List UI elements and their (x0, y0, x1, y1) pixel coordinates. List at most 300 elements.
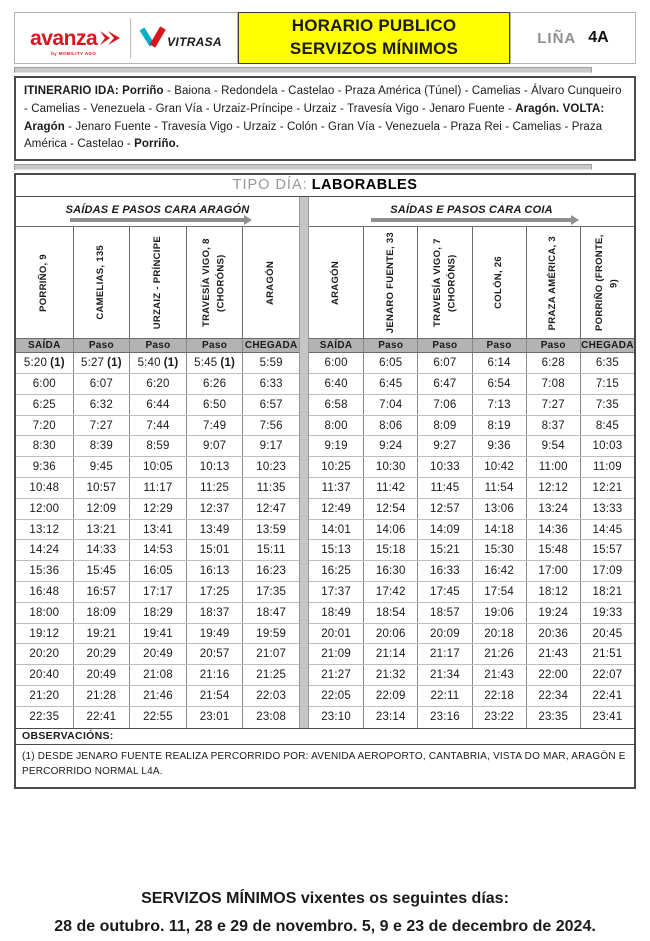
time-cell: 9:17 (242, 436, 299, 456)
table-row (309, 374, 634, 395)
observations-label: OBSERVACIÓNS: (16, 728, 634, 745)
time-cell: 7:20 (32, 419, 56, 432)
time-cell: 19:12 (29, 627, 60, 640)
table-row (16, 707, 299, 728)
time-cell: 7:35 (580, 395, 634, 415)
section-header-coia (309, 197, 634, 226)
time-cell: 6:00 (32, 377, 56, 390)
time-cell: 20:45 (580, 624, 634, 644)
time-cell: 14:01 (321, 523, 351, 536)
time-cell: 6:25 (32, 398, 56, 411)
itinerary-segment: - Jenaro Fuente - Travesía Vigo - Urzaiz - Colón - Gran Vía - Venezuela - Praza Rei - Camelias - Praza América - Castelao - (24, 120, 603, 151)
time-cell: 22:34 (526, 686, 580, 706)
time-cell: 21:07 (242, 644, 299, 664)
time-cell: 18:47 (242, 603, 299, 623)
footer (14, 885, 636, 941)
line-label: LIÑA (537, 29, 577, 47)
time-cell: 11:09 (580, 457, 634, 477)
time-cell: 22:11 (417, 686, 471, 706)
table-row (16, 520, 299, 541)
time-cell: 17:45 (417, 582, 471, 602)
time-cell: 23:10 (321, 711, 351, 724)
stop-header-cell: PORRIÑO (FRONTE, 9) (580, 227, 634, 338)
time-cell: 20:01 (321, 627, 351, 640)
table-row (16, 624, 299, 645)
time-cell: 14:06 (363, 520, 417, 540)
time-cell: 9:36 (32, 461, 56, 474)
line-number: 4A (588, 29, 609, 46)
time-cell: 14:09 (417, 520, 471, 540)
time-cell: 6:45 (363, 374, 417, 394)
time-cell: 9:24 (363, 436, 417, 456)
table-row (309, 707, 634, 728)
time-cell: 23:16 (417, 707, 471, 728)
time-cell: 6:58 (324, 398, 348, 411)
time-cell: 6:07 (417, 353, 471, 373)
time-cell: 18:29 (129, 603, 186, 623)
time-cell: 6:47 (417, 374, 471, 394)
time-cell: 9:45 (73, 457, 130, 477)
time-cell: 11:54 (472, 478, 526, 498)
time-cell: 6:50 (186, 395, 243, 415)
table-row (309, 395, 634, 416)
time-cell: 17:17 (129, 582, 186, 602)
time-cell: 12:49 (321, 502, 351, 515)
time-cell: 21:43 (472, 665, 526, 685)
column-type-label: CHEGADA (242, 339, 299, 352)
logos-panel (14, 12, 238, 64)
time-cell: 15:21 (417, 540, 471, 560)
stop-header-cell: COLÓN, 26 (472, 227, 526, 338)
time-cell: 9:07 (186, 436, 243, 456)
time-cell: 21:20 (29, 689, 60, 702)
vitrasa-v-icon (139, 25, 165, 51)
table-row (309, 686, 634, 707)
time-cell: 22:07 (580, 665, 634, 685)
itinerary-segment: Porriño. (134, 138, 179, 151)
table-row (16, 436, 299, 457)
time-cell: 10:57 (73, 478, 130, 498)
column-type-label: Paso (129, 339, 186, 352)
time-cell: 7:04 (363, 395, 417, 415)
table-row (309, 436, 634, 457)
tables-wrap (16, 197, 634, 727)
time-cell: 12:09 (73, 499, 130, 519)
time-cell: 23:35 (526, 707, 580, 728)
time-cell: 22:35 (29, 711, 60, 724)
footer-dates: 28 de outubro. 11, 28 e 29 de novembro. 5, 9 e 23 de decembro de 2024. (54, 917, 596, 935)
time-cell: 13:59 (242, 520, 299, 540)
time-cell: 22:41 (73, 707, 130, 728)
time-cell: 15:30 (472, 540, 526, 560)
stop-header-cell: JENARO FUENTE, 33 (363, 227, 417, 338)
time-cell: 19:49 (186, 624, 243, 644)
table-row (309, 353, 634, 374)
tables-divider (299, 197, 309, 727)
stop-header-cell: ARAGÓN (329, 260, 341, 305)
time-cell: 17:35 (242, 582, 299, 602)
time-cell: 21:17 (417, 644, 471, 664)
table-row (309, 520, 634, 541)
time-cell: 21:34 (417, 665, 471, 685)
time-cell: 21:26 (472, 644, 526, 664)
time-cell: 22:55 (129, 707, 186, 728)
time-cell: 7:56 (242, 416, 299, 436)
itinerary-segment: Aragón. VOLTA: Aragón (24, 102, 605, 133)
time-cell: 9:27 (417, 436, 471, 456)
time-cell: 20:09 (417, 624, 471, 644)
table-row (16, 665, 299, 686)
time-cell: 5:45 (1) (186, 353, 243, 373)
time-cell: 20:57 (186, 644, 243, 664)
column-type-label: Paso (186, 339, 243, 352)
table-row (309, 561, 634, 582)
time-cell: 19:41 (129, 624, 186, 644)
time-cell: 17:00 (526, 561, 580, 581)
itinerary-segment: - Baiona - Redondela - Castelao - Praza América (Túnel) - Camelias - Álvaro Cunqueiro - Camelias - Venezuela - Gran Vía - Urzaiz-Príncipe - Urzaiz - Travesía Vigo - Jenaro Fuente - (24, 85, 622, 115)
time-cell: 20:18 (472, 624, 526, 644)
table-row (309, 540, 634, 561)
table-row (16, 644, 299, 665)
section-title: SAÍDAS E PASOS CARA ARAGÓN (65, 204, 250, 217)
title-line-2: SERVIZOS MÍNIMOS (289, 39, 459, 58)
time-cell: 17:25 (186, 582, 243, 602)
time-cell: 23:08 (242, 707, 299, 728)
table-row (309, 603, 634, 624)
time-cell: 14:36 (526, 520, 580, 540)
time-cell: 18:57 (417, 603, 471, 623)
avanza-tagline: by MOBILITY ADO (51, 50, 97, 56)
time-cell: 10:33 (417, 457, 471, 477)
vitrasa-logo (139, 25, 222, 51)
time-cell: 6:57 (242, 395, 299, 415)
time-cell: 16:25 (321, 565, 351, 578)
time-cell: 14:33 (73, 540, 130, 560)
table-cara-aragon (16, 197, 299, 727)
time-cell: 17:54 (472, 582, 526, 602)
time-cell: 14:18 (472, 520, 526, 540)
avanza-arrow-icon (98, 28, 122, 48)
time-cell: 22:41 (580, 686, 634, 706)
time-cell: 19:06 (472, 603, 526, 623)
time-cell: 21:54 (186, 686, 243, 706)
time-cell: 11:35 (242, 478, 299, 498)
timetable-box (14, 173, 636, 788)
time-cell: 5:40 (1) (129, 353, 186, 373)
time-cell: 18:49 (321, 606, 351, 619)
table-row (309, 416, 634, 437)
direction-arrow-icon (371, 218, 573, 222)
time-cell: 10:05 (129, 457, 186, 477)
table-row (16, 374, 299, 395)
table-row (16, 582, 299, 603)
stop-header-cell: TRAVESÍA VIGO, 7 (CHORÓNS) (417, 227, 471, 338)
title-line-1: HORARIO PUBLICO (291, 16, 457, 36)
time-cell: 10:13 (186, 457, 243, 477)
stop-header-cell: CAMELIAS, 135 (73, 227, 130, 338)
time-cell: 6:40 (324, 377, 348, 390)
time-cell: 9:36 (472, 436, 526, 456)
direction-arrow-icon (70, 218, 245, 222)
time-cell: 6:35 (580, 353, 634, 373)
times-body (309, 353, 634, 727)
time-cell: 12:54 (363, 499, 417, 519)
time-cell: 17:09 (580, 561, 634, 581)
time-cell: 17:42 (363, 582, 417, 602)
time-cell: 12:29 (129, 499, 186, 519)
time-cell: 22:05 (321, 689, 351, 702)
time-cell: 7:44 (129, 416, 186, 436)
time-cell: 6:00 (324, 357, 348, 370)
time-cell: 23:22 (472, 707, 526, 728)
avanza-wordmark: avanza (30, 26, 98, 50)
time-cell: 6:28 (526, 353, 580, 373)
vitrasa-wordmark: VITRASA (167, 35, 222, 49)
time-cell: 6:33 (242, 374, 299, 394)
time-cell: 11:37 (321, 481, 351, 494)
stops-header-row (309, 226, 634, 338)
time-cell: 13:41 (129, 520, 186, 540)
time-cell: 14:53 (129, 540, 186, 560)
column-type-label: Paso (417, 339, 471, 352)
column-type-label: Paso (526, 339, 580, 352)
time-cell: 13:33 (580, 499, 634, 519)
column-type-label: Paso (73, 339, 130, 352)
time-cell: 10:48 (29, 481, 60, 494)
time-cell: 22:09 (363, 686, 417, 706)
time-cell: 19:33 (580, 603, 634, 623)
time-cell: 13:06 (472, 499, 526, 519)
time-cell: 12:47 (242, 499, 299, 519)
column-type-label: SAÍDA (27, 340, 61, 352)
time-cell: 6:54 (472, 374, 526, 394)
time-cell: 11:45 (417, 478, 471, 498)
table-row (16, 353, 299, 374)
time-cell: 15:36 (29, 565, 60, 578)
time-cell: 16:05 (129, 561, 186, 581)
time-cell: 7:08 (526, 374, 580, 394)
time-cell: 18:21 (580, 582, 634, 602)
time-cell: 19:59 (242, 624, 299, 644)
time-cell: 13:21 (73, 520, 130, 540)
section-header-aragon (16, 197, 299, 226)
logo-divider (130, 18, 131, 58)
time-cell: 11:17 (129, 478, 186, 498)
title-box (238, 12, 510, 64)
time-cell: 18:12 (526, 582, 580, 602)
table-row (16, 686, 299, 707)
table-row (309, 499, 634, 520)
time-cell: 13:49 (186, 520, 243, 540)
time-cell: 21:08 (129, 665, 186, 685)
stop-header-cell: PORRIÑO, 9 (38, 253, 50, 312)
time-cell: 11:25 (186, 478, 243, 498)
time-cell: 15:11 (242, 540, 299, 560)
time-cell: 8:09 (417, 416, 471, 436)
time-cell: 23:41 (580, 707, 634, 728)
time-cell: 12:00 (29, 502, 60, 515)
column-type-label: Paso (363, 339, 417, 352)
time-cell: 19:21 (73, 624, 130, 644)
time-cell: 15:18 (363, 540, 417, 560)
table-row (16, 478, 299, 499)
time-cell: 21:28 (73, 686, 130, 706)
time-cell: 7:13 (472, 395, 526, 415)
time-cell: 12:57 (417, 499, 471, 519)
avanza-logo (30, 26, 122, 56)
header (14, 12, 636, 64)
time-cell: 20:40 (29, 669, 60, 682)
time-cell: 22:18 (472, 686, 526, 706)
time-cell: 7:27 (526, 395, 580, 415)
time-cell: 6:07 (73, 374, 130, 394)
table-cara-coia (309, 197, 634, 727)
time-cell: 20:49 (129, 644, 186, 664)
time-cell: 6:44 (129, 395, 186, 415)
table-row (16, 561, 299, 582)
time-cell: 15:48 (526, 540, 580, 560)
time-cell: 16:13 (186, 561, 243, 581)
time-cell: 7:27 (73, 416, 130, 436)
time-cell: 20:49 (73, 665, 130, 685)
time-cell: 8:37 (526, 416, 580, 436)
time-cell: 15:13 (321, 544, 351, 557)
time-cell: 11:00 (526, 457, 580, 477)
time-cell: 8:19 (472, 416, 526, 436)
table-row (309, 665, 634, 686)
table-row (16, 416, 299, 437)
column-type-label: Paso (472, 339, 526, 352)
time-cell: 6:20 (129, 374, 186, 394)
section-title: SAÍDAS E PASOS CARA COIA (390, 204, 553, 217)
line-box (510, 12, 636, 64)
time-cell: 21:51 (580, 644, 634, 664)
time-cell: 8:39 (73, 436, 130, 456)
time-cell: 22:03 (242, 686, 299, 706)
labels-row (16, 338, 299, 353)
time-cell: 15:57 (580, 540, 634, 560)
stop-header-cell: URZAIZ - PRÍNCIPE (129, 227, 186, 338)
time-cell: 14:45 (580, 520, 634, 540)
time-cell: 5:27 (1) (73, 353, 130, 373)
time-cell: 21:32 (363, 665, 417, 685)
time-cell: 9:19 (324, 440, 348, 453)
table-row (16, 457, 299, 478)
observations-note: (1) DESDE JENARO FUENTE REALIZA PERCORRIDO POR: AVENIDA AEROPORTO, CANTABRIA, VISTA DO MAR, ARAGÓN E PERCORRIDO NORMAL L4A. (22, 750, 626, 777)
time-cell: 23:14 (363, 707, 417, 728)
stops-header-row (16, 226, 299, 338)
itinerary-text (24, 85, 622, 150)
time-cell: 5:20 (1) (23, 357, 65, 370)
time-cell: 7:06 (417, 395, 471, 415)
time-cell: 20:29 (73, 644, 130, 664)
time-cell: 7:15 (580, 374, 634, 394)
table-row (16, 395, 299, 416)
time-cell: 17:37 (321, 585, 351, 598)
time-cell: 12:37 (186, 499, 243, 519)
itinerary-segment: ITINERARIO IDA: Porriño (24, 85, 164, 97)
time-cell: 6:05 (363, 353, 417, 373)
time-cell: 21:14 (363, 644, 417, 664)
time-cell: 18:54 (363, 603, 417, 623)
itinerary-box (14, 76, 636, 161)
time-cell: 10:30 (363, 457, 417, 477)
table-row (309, 582, 634, 603)
time-cell: 16:42 (472, 561, 526, 581)
day-type-value: LABORABLES (311, 177, 418, 194)
table-row (309, 457, 634, 478)
time-cell: 21:16 (186, 665, 243, 685)
day-type-row (16, 175, 634, 197)
labels-row (309, 338, 634, 353)
time-cell: 9:54 (526, 436, 580, 456)
table-row (309, 644, 634, 665)
time-cell: 18:00 (29, 606, 60, 619)
time-cell: 21:09 (321, 648, 351, 661)
time-cell: 16:57 (73, 582, 130, 602)
table-row (16, 540, 299, 561)
time-cell: 20:20 (29, 648, 60, 661)
time-cell: 19:24 (526, 603, 580, 623)
time-cell: 16:48 (29, 585, 60, 598)
time-cell: 8:00 (324, 419, 348, 432)
time-cell: 8:06 (363, 416, 417, 436)
time-cell: 8:30 (32, 440, 56, 453)
time-cell: 12:21 (580, 478, 634, 498)
time-cell: 18:09 (73, 603, 130, 623)
divider-bar-middle (14, 164, 592, 170)
time-cell: 12:12 (526, 478, 580, 498)
time-cell: 5:59 (242, 353, 299, 373)
footer-line-1: SERVIZOS MÍNIMOS vixentes os seguintes días: (141, 889, 509, 907)
time-cell: 18:37 (186, 603, 243, 623)
time-cell: 21:46 (129, 686, 186, 706)
time-cell: 6:26 (186, 374, 243, 394)
column-type-label: SAÍDA (319, 340, 353, 352)
stop-header-cell: ARAGÓN (242, 227, 299, 338)
time-cell: 14:24 (29, 544, 60, 557)
table-row (309, 478, 634, 499)
time-cell: 6:14 (472, 353, 526, 373)
time-cell: 10:03 (580, 436, 634, 456)
table-row (16, 499, 299, 520)
time-cell: 16:23 (242, 561, 299, 581)
time-cell: 10:42 (472, 457, 526, 477)
column-type-label: CHEGADA (581, 340, 634, 352)
time-cell: 21:25 (242, 665, 299, 685)
time-cell: 20:06 (363, 624, 417, 644)
stop-header-cell: PRAZA AMÉRICA, 3 (526, 227, 580, 338)
time-cell: 16:30 (363, 561, 417, 581)
divider-bar-top (14, 67, 592, 73)
time-cell: 10:25 (321, 461, 351, 474)
times-body (16, 353, 299, 727)
time-cell: 7:49 (186, 416, 243, 436)
time-cell: 6:32 (73, 395, 130, 415)
time-cell: 8:59 (129, 436, 186, 456)
time-cell: 23:01 (186, 707, 243, 728)
time-cell: 15:45 (73, 561, 130, 581)
time-cell: 21:43 (526, 644, 580, 664)
table-row (309, 624, 634, 645)
time-cell: 15:01 (186, 540, 243, 560)
day-type-label: TIPO DÍA: (232, 177, 308, 194)
time-cell: 21:27 (321, 669, 351, 682)
time-cell: 10:23 (242, 457, 299, 477)
time-cell: 16:33 (417, 561, 471, 581)
time-cell: 8:45 (580, 416, 634, 436)
stop-header-cell: TRAVESÍA VIGO, 8 (CHORÓNS) (186, 227, 243, 338)
